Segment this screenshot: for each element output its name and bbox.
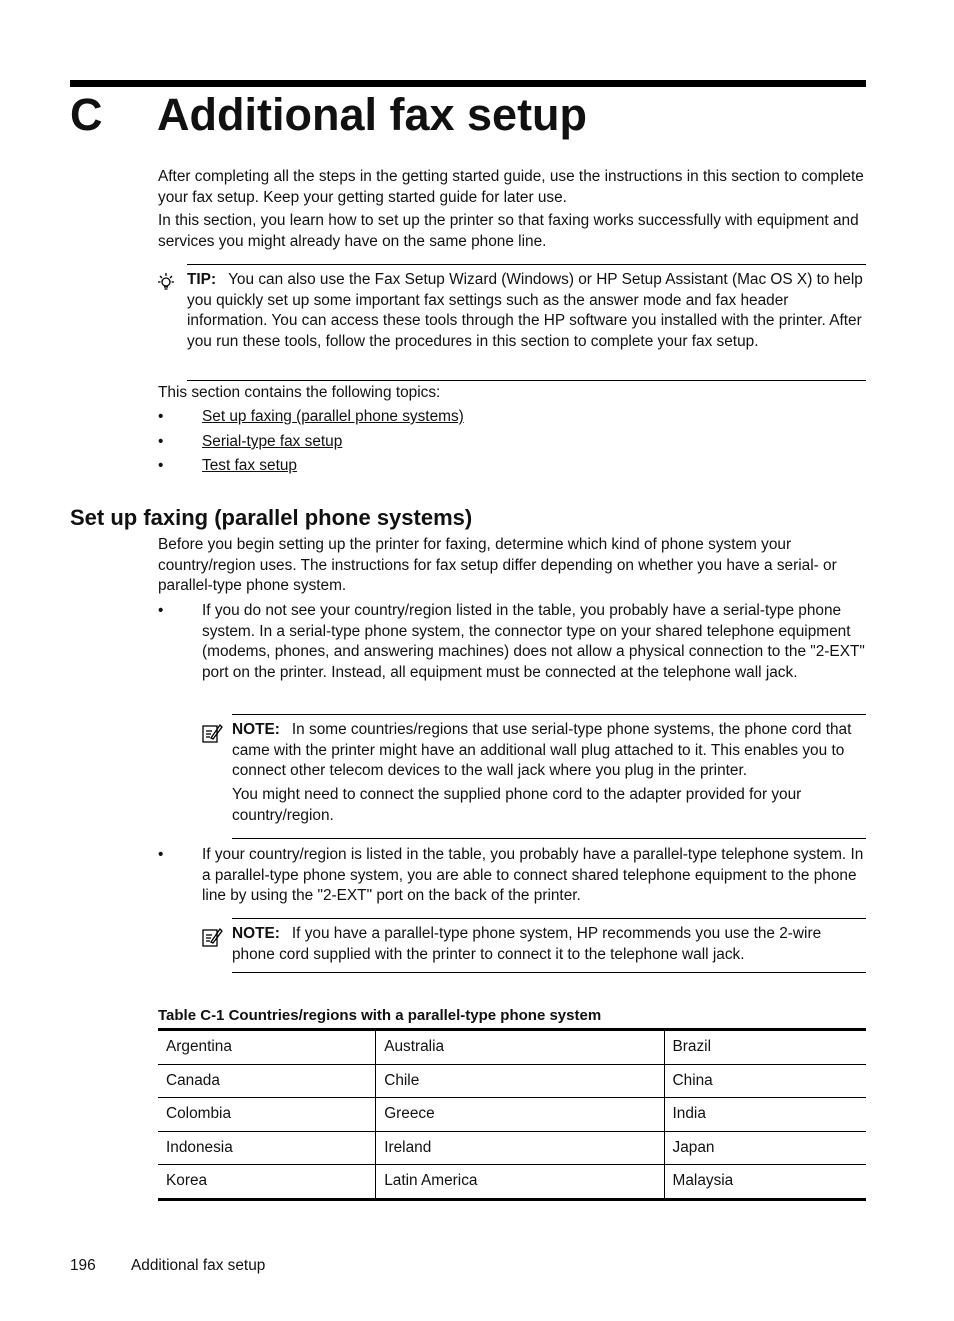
note-1-text: In some countries/regions that use serial-type phone systems, the phone cord that came with the printer might have an additional wall plug attached to it. This enables you to connect other telecom devices to the wall jack where you plug in the printer. [232, 721, 852, 779]
table-row [158, 1165, 866, 1200]
topics-intro: This section contains the following topics: [158, 384, 441, 401]
tip-paragraph [187, 270, 868, 352]
table-cell: Australia [376, 1030, 664, 1065]
table-cell: Indonesia [158, 1131, 376, 1165]
bullet: • [158, 433, 164, 450]
note-1-paragraph [232, 720, 866, 782]
footer-title: Additional fax setup [131, 1257, 266, 1274]
topic-link-parallel[interactable]: Set up faxing (parallel phone systems) [202, 408, 464, 425]
note-label: NOTE: [232, 925, 280, 942]
table-caption: Table C-1 Countries/regions with a parallel-type phone system [158, 1007, 602, 1024]
table-cell: Malaysia [664, 1165, 866, 1200]
lightbulb-icon [155, 272, 177, 294]
countries-table [158, 1028, 866, 1201]
note-pencil-icon [201, 926, 223, 948]
tip-label: TIP: [187, 271, 217, 288]
page-number: 196 [70, 1257, 96, 1274]
table-cell: India [664, 1098, 866, 1132]
bullet: • [158, 602, 164, 619]
section-heading: Set up faxing (parallel phone systems) [70, 505, 473, 530]
bullet-serial-text: If you do not see your country/region listed in the table, you probably have a serial-type phone system. In a serial-type phone system, the connector type on your shared telephone equipment (modems, phones, and answering machines) does not allow a physical connection to the "2-EXT" port on the printer. Instead, all equipment must be connected at the telephone wall jack. [202, 602, 865, 681]
table-cell: Latin America [376, 1165, 664, 1200]
table-row [158, 1064, 866, 1098]
note-2-text: If you have a parallel-type phone system, HP recommends you use the 2-wire phone cord supplied with the printer to connect it to the telephone wall jack. [232, 925, 822, 963]
table-cell: Ireland [376, 1131, 664, 1165]
table-cell: Brazil [664, 1030, 866, 1065]
note-rule-top [232, 918, 866, 919]
table-row [158, 1030, 866, 1065]
note-rule-bottom [232, 838, 866, 839]
table-row [158, 1098, 866, 1132]
table-cell: Canada [158, 1064, 376, 1098]
chapter-rule [70, 80, 866, 87]
table-cell: Chile [376, 1064, 664, 1098]
chapter-letter: C [70, 89, 103, 140]
bullet-parallel-text: If your country/region is listed in the table, you probably have a parallel-type telephone system. In a parallel-type phone system, you are able to connect shared telephone equipment to the phone line by using the "2-EXT" port on the back of the printer. [202, 846, 864, 904]
note-1-paragraph-2: You might need to connect the supplied phone cord to the adapter provided for your country/region. [232, 786, 802, 824]
section-paragraph: Before you begin setting up the printer for faxing, determine which kind of phone system your country/region uses. The instructions for fax setup differ depending on whether you have a serial- or parallel-type phone system. [158, 536, 837, 594]
table-cell: China [664, 1064, 866, 1098]
table-cell: Japan [664, 1131, 866, 1165]
table-cell: Greece [376, 1098, 664, 1132]
note-rule-top [232, 714, 866, 715]
table-cell: Colombia [158, 1098, 376, 1132]
bullet: • [158, 408, 164, 425]
note-rule-bottom [232, 972, 866, 973]
note-2-paragraph [232, 924, 866, 965]
table-cell: Korea [158, 1165, 376, 1200]
topic-link-serial[interactable]: Serial-type fax setup [202, 433, 343, 450]
topic-link-test[interactable]: Test fax setup [202, 457, 297, 474]
intro-paragraph-2: In this section, you learn how to set up the printer so that faxing works successfully with equipment and services you might already have on the same phone line. [158, 212, 859, 250]
chapter-title: Additional fax setup [157, 89, 588, 140]
table-row [158, 1131, 866, 1165]
bullet: • [158, 457, 164, 474]
bullet: • [158, 846, 164, 863]
intro-paragraph-1: After completing all the steps in the getting started guide, use the instructions in this section to complete your fax setup. Keep your getting started guide for later use. [158, 168, 864, 206]
note-label: NOTE: [232, 721, 280, 738]
note-pencil-icon [201, 722, 223, 744]
table-cell: Argentina [158, 1030, 376, 1065]
tip-text: You can also use the Fax Setup Wizard (Windows) or HP Setup Assistant (Mac OS X) to help you quickly set up some important fax settings such as the answer mode and fax header information. You can access these tools through the HP software you installed with the printer. After you run these tools, follow the procedures in this section to complete your fax setup. [187, 271, 863, 350]
